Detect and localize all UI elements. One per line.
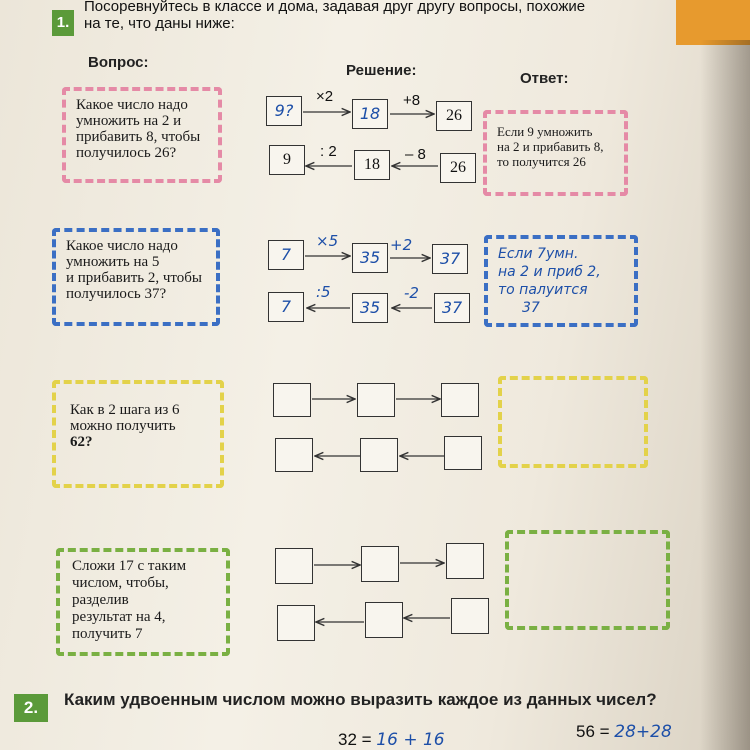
example-56-printed: 56 =	[576, 722, 610, 741]
example-32-answer: 16 + 16	[376, 730, 445, 750]
answer-box-3[interactable]	[498, 376, 648, 468]
op-r1-b2: – 8	[405, 146, 426, 163]
question-4-line: получить 7	[72, 626, 143, 642]
question-3-line: Как в 2 шага из 6	[70, 402, 180, 418]
example-32-printed: 32 =	[338, 730, 372, 749]
cell-r2-b3: 37	[434, 293, 470, 323]
cell-r2-b2: 35	[352, 293, 388, 323]
cell-r2-f2: 35	[352, 243, 388, 273]
op-r2-f2: +2	[390, 236, 413, 254]
cell-r3-b2[interactable]	[360, 438, 398, 472]
cell-r2-f1: 7	[268, 240, 304, 270]
answer-2-line: Если 7умн.	[498, 246, 579, 262]
solution-header: Решение:	[346, 62, 417, 79]
task-1-text-line1: Посоревнуйтесь в классе и дома, задавая друг другу вопросы, похожие	[84, 0, 586, 15]
cell-r4-f2[interactable]	[361, 546, 399, 582]
question-header: Вопрос:	[88, 54, 149, 71]
question-1-line: получилось 26?	[76, 145, 177, 161]
cell-r2-f3: 37	[432, 244, 468, 274]
cell-r4-b1[interactable]	[277, 605, 315, 641]
answer-1-line: Если 9 умножить	[497, 124, 593, 139]
question-4-line: Сложи 17 с таким	[72, 558, 187, 574]
question-2-line: получилось 37?	[66, 286, 167, 302]
answer-2-line: на 2 и приб 2,	[498, 264, 601, 280]
question-4-line: разделив	[72, 592, 129, 608]
op-r1-b1: : 2	[320, 143, 337, 160]
cell-r3-f2[interactable]	[357, 383, 395, 417]
cell-r3-b3[interactable]	[444, 436, 482, 470]
question-4-line: числом, чтобы,	[72, 575, 169, 591]
question-2-line: и прибавить 2, чтобы	[66, 270, 202, 286]
task-2-number: 2.	[14, 694, 48, 722]
cell-r1-f1: 9?	[266, 96, 302, 126]
answer-box-2	[484, 235, 638, 327]
cell-r1-f3: 26	[436, 101, 472, 131]
question-3-line: 62?	[70, 434, 93, 450]
cell-r4-f3[interactable]	[446, 543, 484, 579]
cell-r2-b1: 7	[268, 292, 304, 322]
question-4-line: результат на 4,	[72, 609, 166, 625]
op-r1-f2: +8	[403, 92, 421, 109]
op-r2-b1: :5	[316, 283, 331, 301]
answer-1-line: на 2 и прибавить 8,	[497, 139, 604, 154]
example-56	[576, 722, 672, 742]
cell-r3-f1[interactable]	[273, 383, 311, 417]
cell-r1-b1: 9	[269, 145, 305, 175]
question-box-1	[62, 87, 222, 183]
cell-r1-f2: 18	[352, 99, 388, 129]
question-2-line: умножить на 5	[66, 254, 160, 270]
example-56-answer: 28+28	[614, 722, 672, 742]
cell-r3-b1[interactable]	[275, 438, 313, 472]
cell-r1-b3: 26	[440, 153, 476, 183]
answer-box-4[interactable]	[505, 530, 670, 630]
task-1-number: 1.	[52, 10, 74, 36]
op-r2-b2: -2	[404, 284, 419, 302]
question-1-line: умножить на 2 и	[76, 113, 182, 129]
question-3-line: можно получить	[70, 418, 176, 434]
question-box-3	[52, 380, 224, 488]
task-1-text-line2: на те, что даны ниже:	[84, 15, 235, 32]
task-2-text: Каким удвоенным числом можно выразить каждое из данных чисел?	[64, 690, 657, 709]
cell-r4-b3[interactable]	[451, 598, 489, 634]
answer-2-line: то палуится	[498, 282, 588, 298]
cell-r4-f1[interactable]	[275, 548, 313, 584]
cell-r4-b2[interactable]	[365, 602, 403, 638]
question-1-line: прибавить 8, чтобы	[76, 129, 201, 145]
op-r2-f1: ×5	[316, 232, 339, 250]
answer-2-line: 37	[522, 300, 540, 316]
cell-r3-f3[interactable]	[441, 383, 479, 417]
question-2-line: Какое число надо	[66, 238, 178, 254]
answer-header: Ответ:	[520, 70, 569, 87]
cell-r1-b2: 18	[354, 150, 390, 180]
question-1-line: Какое число надо	[76, 97, 188, 113]
example-32	[338, 730, 445, 750]
question-box-4	[56, 548, 230, 656]
question-box-2	[52, 228, 220, 326]
answer-1-line: то получится 26	[497, 154, 586, 169]
op-r1-f1: ×2	[316, 88, 334, 105]
answer-box-1	[483, 110, 628, 196]
